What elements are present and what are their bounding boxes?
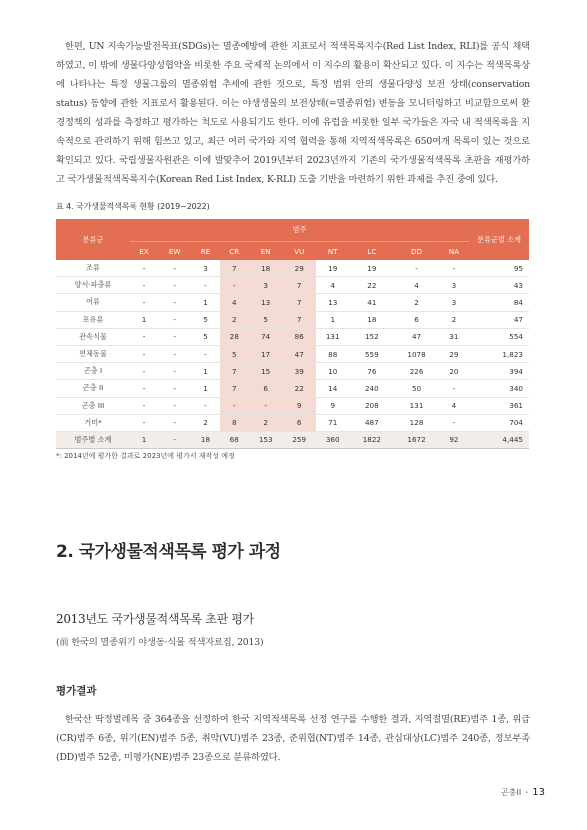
cell-ex: - xyxy=(130,294,158,311)
cell-cr: 4 xyxy=(220,294,249,311)
row-group-name: 어류 xyxy=(56,294,130,311)
cell-re: - xyxy=(191,345,219,362)
cell-ew: - xyxy=(158,277,191,294)
cell-na: - xyxy=(439,414,469,431)
table-row xyxy=(56,294,529,311)
cell-re: - xyxy=(191,397,219,414)
cell-na: 29 xyxy=(439,345,469,362)
row-group-name: 곤충 II xyxy=(56,380,130,397)
cell-en: 17 xyxy=(249,345,283,362)
row-group-name: 곤충 III xyxy=(56,397,130,414)
cell-ex: - xyxy=(130,414,158,431)
cell-na: 3 xyxy=(439,277,469,294)
cell-lc: 41 xyxy=(349,294,394,311)
cell-ex: - xyxy=(130,277,158,294)
cell-cr: - xyxy=(220,277,249,294)
cell-dd: 1078 xyxy=(394,345,439,362)
subsection-title: 2013년도 국가생물적색목록 초판 평가 xyxy=(56,612,254,626)
cell-cr: 7 xyxy=(220,260,249,277)
red-list-table xyxy=(56,219,529,449)
table-caption: 표 4. 국가생물적색목록 현황 (2019~2022) xyxy=(56,202,210,211)
page-footer xyxy=(501,787,545,798)
row-total: 394 xyxy=(469,363,529,380)
category-header-na: NA xyxy=(439,242,469,261)
cell-re: 1 xyxy=(191,363,219,380)
category-header-lc: LC xyxy=(349,242,394,261)
cell-na: 20 xyxy=(439,363,469,380)
cell-lc: 22 xyxy=(349,277,394,294)
cell-vu: 47 xyxy=(282,345,316,362)
cell-re: 2 xyxy=(191,414,219,431)
cell-lc: 559 xyxy=(349,345,394,362)
cell-re: 1 xyxy=(191,294,219,311)
cell-en: 153 xyxy=(249,431,283,448)
cell-dd: 128 xyxy=(394,414,439,431)
cell-cr: - xyxy=(220,397,249,414)
cell-lc: 240 xyxy=(349,380,394,397)
result-paragraph: 한국산 딱정벌레목 중 364종을 선정하여 한국 지역적색목록 선정 연구를 수행한 결과, 지역절멸(RE)범주 1종, 위급(CR)범주 6종, 위기(EN)범주 5종, 취약(VU)범주 23종, 준위협(NT)범주 14종, 관심대상(LC)범주 240종, 정보부족(DD)범주 52종, 미평가(NE)범주 23종으로 분류하였다. xyxy=(56,714,530,763)
cell-ew: - xyxy=(158,328,191,345)
cell-ew: - xyxy=(158,380,191,397)
cell-na: - xyxy=(439,260,469,277)
cell-vu: 7 xyxy=(282,311,316,328)
page-number: 13 xyxy=(532,787,545,798)
cell-dd: 2 xyxy=(394,294,439,311)
cell-vu: 7 xyxy=(282,277,316,294)
cell-lc: 18 xyxy=(349,311,394,328)
header-group: 분류군 xyxy=(56,219,130,260)
cell-re: - xyxy=(191,277,219,294)
cell-nt: 88 xyxy=(316,345,350,362)
row-total: 4,445 xyxy=(469,431,529,448)
cell-na: 31 xyxy=(439,328,469,345)
cell-re: 1 xyxy=(191,380,219,397)
cell-en: 74 xyxy=(249,328,283,345)
row-total: 1,823 xyxy=(469,345,529,362)
cell-ew: - xyxy=(158,414,191,431)
cell-nt: 10 xyxy=(316,363,350,380)
cell-ew: - xyxy=(158,431,191,448)
row-group-name: 양서·파충류 xyxy=(56,277,130,294)
cell-en: - xyxy=(249,397,283,414)
cell-na: - xyxy=(439,380,469,397)
table-row xyxy=(56,260,529,277)
cell-vu: 86 xyxy=(282,328,316,345)
row-total: 43 xyxy=(469,277,529,294)
cell-en: 13 xyxy=(249,294,283,311)
cell-nt: 9 xyxy=(316,397,350,414)
row-group-name: 조류 xyxy=(56,260,130,277)
cell-ex: - xyxy=(130,345,158,362)
cell-en: 6 xyxy=(249,380,283,397)
category-header-cr: CR xyxy=(220,242,249,261)
row-group-name: 거미* xyxy=(56,414,130,431)
row-total: 340 xyxy=(469,380,529,397)
category-header-ew: EW xyxy=(158,242,191,261)
cell-cr: 68 xyxy=(220,431,249,448)
row-total: 95 xyxy=(469,260,529,277)
table-row xyxy=(56,277,529,294)
row-total: 361 xyxy=(469,397,529,414)
cell-vu: 29 xyxy=(282,260,316,277)
header-category: 범주 xyxy=(130,219,469,242)
cell-ex: 1 xyxy=(130,311,158,328)
row-group-name: 범주별 소계 xyxy=(56,431,130,448)
result-title: 평가결과 xyxy=(56,685,97,697)
table-row xyxy=(56,345,529,362)
cell-dd: - xyxy=(394,260,439,277)
cell-na: 4 xyxy=(439,397,469,414)
cell-en: 18 xyxy=(249,260,283,277)
cell-en: 15 xyxy=(249,363,283,380)
table-row xyxy=(56,397,529,414)
cell-ex: - xyxy=(130,363,158,380)
cell-ew: - xyxy=(158,363,191,380)
table-row xyxy=(56,414,529,431)
cell-na: 92 xyxy=(439,431,469,448)
row-total: 704 xyxy=(469,414,529,431)
cell-vu: 259 xyxy=(282,431,316,448)
cell-nt: 19 xyxy=(316,260,350,277)
cell-cr: 28 xyxy=(220,328,249,345)
cell-dd: 4 xyxy=(394,277,439,294)
cell-cr: 7 xyxy=(220,380,249,397)
cell-re: 5 xyxy=(191,328,219,345)
cell-lc: 76 xyxy=(349,363,394,380)
category-header-vu: VU xyxy=(282,242,316,261)
cell-ex: - xyxy=(130,328,158,345)
table-row xyxy=(56,311,529,328)
cell-vu: 7 xyxy=(282,294,316,311)
cell-nt: 360 xyxy=(316,431,350,448)
cell-lc: 487 xyxy=(349,414,394,431)
table-row xyxy=(56,363,529,380)
footer-separator: · xyxy=(525,788,529,797)
cell-vu: 6 xyxy=(282,414,316,431)
cell-ex: 1 xyxy=(130,431,158,448)
cell-cr: 7 xyxy=(220,363,249,380)
header-total: 분류군별 소계 xyxy=(469,219,529,260)
row-group-name: 포유류 xyxy=(56,311,130,328)
row-total: 84 xyxy=(469,294,529,311)
cell-ew: - xyxy=(158,260,191,277)
row-group-name: 관속식물 xyxy=(56,328,130,345)
cell-lc: 208 xyxy=(349,397,394,414)
cell-ew: - xyxy=(158,397,191,414)
cell-ex: - xyxy=(130,380,158,397)
table-row xyxy=(56,328,529,345)
cell-en: 5 xyxy=(249,311,283,328)
row-total: 47 xyxy=(469,311,529,328)
row-group-name: 연체동물 xyxy=(56,345,130,362)
cell-nt: 71 xyxy=(316,414,350,431)
category-header-nt: NT xyxy=(316,242,350,261)
cell-dd: 6 xyxy=(394,311,439,328)
cell-re: 5 xyxy=(191,311,219,328)
cell-cr: 5 xyxy=(220,345,249,362)
cell-vu: 9 xyxy=(282,397,316,414)
cell-cr: 8 xyxy=(220,414,249,431)
cell-dd: 1672 xyxy=(394,431,439,448)
table-body xyxy=(56,260,529,449)
row-group-name: 곤충 I xyxy=(56,363,130,380)
cell-dd: 131 xyxy=(394,397,439,414)
cell-dd: 47 xyxy=(394,328,439,345)
cell-nt: 1 xyxy=(316,311,350,328)
cell-vu: 39 xyxy=(282,363,316,380)
cell-lc: 19 xyxy=(349,260,394,277)
cell-re: 18 xyxy=(191,431,219,448)
table-row xyxy=(56,380,529,397)
cell-re: 3 xyxy=(191,260,219,277)
category-header-dd: DD xyxy=(394,242,439,261)
cell-nt: 4 xyxy=(316,277,350,294)
cell-na: 2 xyxy=(439,311,469,328)
intro-paragraph: 한편, UN 지속가능발전목표(SDGs)는 멸종예방에 관한 지표로서 적색목록지수(Red List Index, RLI)를 공식 채택하였고, 이 밖에 생물다양성협약을 비롯한 주요 국제적 논의에서 이 지수의 활용이 확산되고 있다. 이 지수는 적색목록상에 나타나는 특정 생물그룹의 멸종위험 추세에 관한 것으로, 특정 범위 안의 생물다양성 보전 상태(conservation status) 동향에 관한 지표로서 활용된다. 이는 야생생물의 보전상태(=멸종위험) 변동을 모니터링하고 비교함으로써 환경정책의 성과를 측정하고 평가하는 척도로 사용되기도 한다. 이에 유럽을 비롯한 일부 국가들은 자국 내 적색목록을 지속적으로 관리하기 위해 힘쓰고 있고, 최근 여러 국가와 지역 협력을 통해 지역적색목록은 650여개 목록이 있는 것으로 확인되고 있다. 국립생물자원관은 이에 발맞추어 2019년부터 2023년까지 기존의 국가생물적색목록 초판을 재평가하고 국가생물적색목록지수(Korean Red List Index, K-RLI) 도출 기반을 마련하기 위한 과제를 추진 중에 있다. xyxy=(56,41,530,185)
cell-ew: - xyxy=(158,311,191,328)
cell-lc: 1822 xyxy=(349,431,394,448)
cell-nt: 131 xyxy=(316,328,350,345)
table-total-row xyxy=(56,431,529,448)
cell-ew: - xyxy=(158,294,191,311)
cell-ex: - xyxy=(130,260,158,277)
cell-dd: 50 xyxy=(394,380,439,397)
category-header-re: RE xyxy=(191,242,219,261)
cell-cr: 2 xyxy=(220,311,249,328)
cell-ew: - xyxy=(158,345,191,362)
row-total: 554 xyxy=(469,328,529,345)
cell-dd: 226 xyxy=(394,363,439,380)
category-header-ex: EX xyxy=(130,242,158,261)
category-header-en: EN xyxy=(249,242,283,261)
section-title: 2. 국가생물적색목록 평가 과정 xyxy=(56,542,281,562)
cell-lc: 152 xyxy=(349,328,394,345)
table-footnote: *: 2014년에 평가한 결과로 2023년에 평가서 재작성 예정 xyxy=(56,452,235,460)
cell-ex: - xyxy=(130,397,158,414)
cell-vu: 22 xyxy=(282,380,316,397)
footer-section-label: 곤충II xyxy=(501,788,522,797)
cell-nt: 14 xyxy=(316,380,350,397)
subsection-note: (前 한국의 멸종위기 야생동·식물 적색자료집, 2013) xyxy=(56,637,264,648)
cell-nt: 13 xyxy=(316,294,350,311)
cell-en: 2 xyxy=(249,414,283,431)
cell-en: 3 xyxy=(249,277,283,294)
cell-na: 3 xyxy=(439,294,469,311)
